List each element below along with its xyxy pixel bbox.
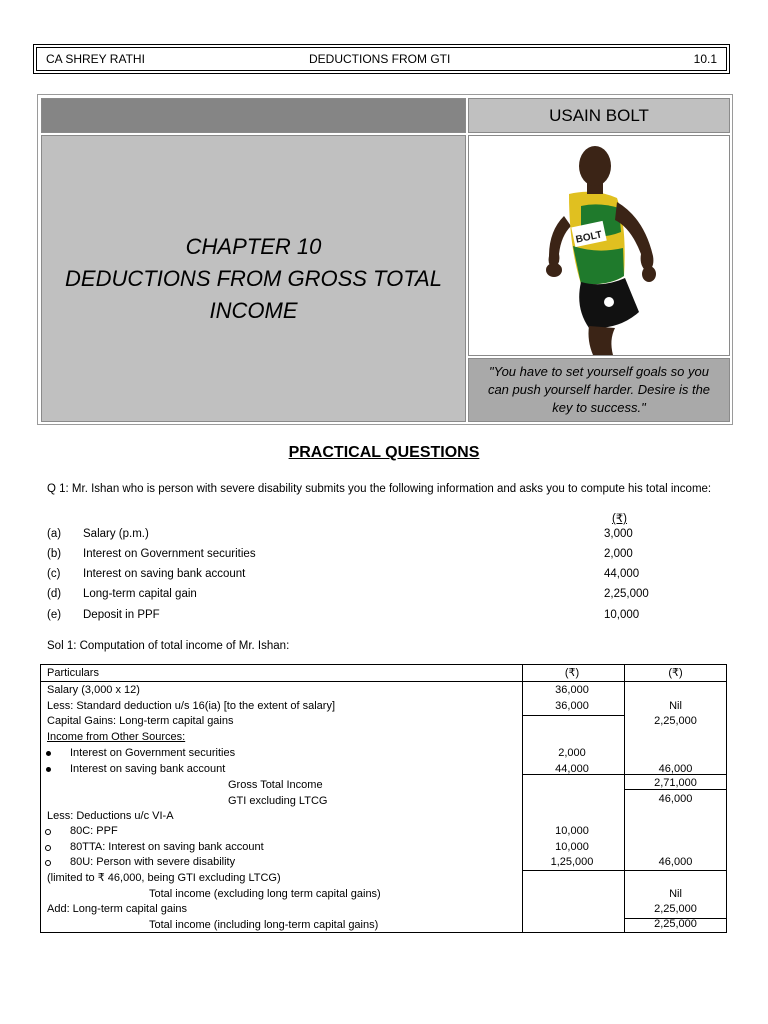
- row-saving-bank-interest: Interest on saving bank account: [70, 763, 226, 775]
- solution-title: Sol 1: Computation of total income of Mr. Ishan:: [47, 640, 290, 652]
- row-add-ltcg: Add: Long-term capital gains: [47, 903, 188, 915]
- chapter-title-line1: CHAPTER 10: [185, 233, 322, 259]
- header-rule: [41, 681, 726, 682]
- item-value: 44,000: [604, 568, 640, 580]
- svg-text:BOLT: BOLT: [574, 229, 604, 246]
- item-description: Interest on saving bank account: [83, 568, 246, 580]
- capital-gains-net: 2,25,000: [654, 715, 697, 727]
- row-80u: 80U: Person with severe disability: [70, 856, 236, 868]
- item-description: Deposit in PPF: [83, 609, 160, 621]
- gross-total-income-amount: 2,71,000: [654, 777, 697, 789]
- chapter-banner: [37, 94, 733, 425]
- 80tta-amount: 10,000: [555, 841, 589, 853]
- row-salary: Salary (3,000 x 12): [47, 684, 140, 696]
- row-limited-note: (limited to ₹ 46,000, being GTI excluding LTCG): [47, 872, 281, 884]
- motivational-quote: "You have to set yourself goals so you can push yourself harder. Desire is the key to success.": [468, 358, 730, 422]
- row-total-income-incl: Total income (including long-term capital gains): [149, 919, 379, 931]
- item-description: Interest on Government securities: [83, 548, 256, 560]
- header-topic: DEDUCTIONS FROM GTI: [309, 52, 451, 66]
- row-other-sources-heading: Income from Other Sources:: [47, 731, 186, 743]
- item-label: (b): [47, 548, 62, 560]
- col-header-particulars: Particulars: [47, 667, 99, 679]
- runner-illustration: [469, 136, 729, 355]
- other-sources-net: 46,000: [658, 763, 693, 775]
- row-80tta: 80TTA: Interest on saving bank account: [70, 841, 264, 853]
- row-govt-securities: Interest on Government securities: [70, 747, 236, 759]
- subtotal-rule: [522, 715, 624, 716]
- circle-bullet-icon: [45, 845, 51, 851]
- athlete-photo: [468, 135, 730, 356]
- 80c-amount: 10,000: [555, 825, 589, 837]
- bullet-icon: [46, 767, 51, 772]
- row-80c: 80C: PPF: [70, 825, 118, 837]
- question-text: Q 1: Mr. Ishan who is person with severe disability submits you the following information and asks you to compute his total income:: [47, 483, 712, 495]
- header-author: CA SHREY RATHI: [46, 52, 145, 66]
- item-label: (a): [47, 528, 62, 540]
- page-header: [33, 44, 730, 74]
- item-value: 10,000: [604, 609, 640, 621]
- total-income-incl-amount: 2,25,000: [654, 918, 697, 930]
- item-description: Salary (p.m.): [83, 528, 149, 540]
- item-value: 3,000: [604, 528, 633, 540]
- chapter-title-line2: DEDUCTIONS FROM GROSS TOTAL: [65, 265, 442, 291]
- gti-excluding-ltcg-amount: 46,000: [658, 793, 693, 805]
- item-label: (c): [47, 568, 61, 580]
- question-item: [47, 588, 727, 606]
- rupee-column-header: (₹): [612, 513, 627, 525]
- row-total-income-excl: Total income (excluding long term capital gains): [149, 888, 381, 900]
- question-item: [47, 609, 727, 627]
- row-standard-deduction: Less: Standard deduction u/s 16(ia) [to the extent of salary]: [47, 700, 336, 712]
- banner-dark-bar: [41, 98, 466, 133]
- subtotal-rule: [522, 870, 726, 871]
- circle-bullet-icon: [45, 829, 51, 835]
- computation-table: [40, 664, 727, 933]
- total-income-excl-amount: Nil: [669, 888, 682, 900]
- circle-bullet-icon: [45, 860, 51, 866]
- item-label: (e): [47, 609, 62, 621]
- item-value: 2,25,000: [604, 588, 649, 600]
- item-label: (d): [47, 588, 62, 600]
- section-title: PRACTICAL QUESTIONS: [288, 444, 480, 461]
- question-item: [47, 528, 727, 546]
- header-page-number: 10.1: [693, 52, 717, 66]
- row-capital-gains: Capital Gains: Long-term capital gains: [47, 715, 234, 727]
- salary-amount: 36,000: [555, 684, 589, 696]
- chapter-title-line3: INCOME: [209, 297, 298, 323]
- salary-net: Nil: [669, 700, 682, 712]
- deductions-net: 46,000: [658, 856, 693, 868]
- saving-bank-interest-amount: 44,000: [555, 763, 589, 775]
- row-deductions-heading: Less: Deductions u/c VI-A: [47, 810, 174, 822]
- col-header-amount: (₹): [564, 667, 580, 679]
- question-item: [47, 568, 727, 586]
- row-gross-total-income: Gross Total Income: [228, 779, 323, 791]
- 80u-amount: 1,25,000: [550, 856, 594, 868]
- standard-deduction-amount: 36,000: [555, 700, 589, 712]
- col-header-amount: (₹): [668, 667, 683, 679]
- banner-name: USAIN BOLT: [468, 98, 730, 133]
- row-gti-excluding-ltcg: GTI excluding LTCG: [228, 795, 328, 807]
- item-value: 2,000: [604, 548, 633, 560]
- question-item: [47, 548, 727, 566]
- item-description: Long-term capital gain: [83, 588, 197, 600]
- govt-securities-amount: 2,000: [558, 747, 586, 759]
- add-ltcg-amount: 2,25,000: [654, 903, 697, 915]
- chapter-title: [41, 135, 466, 422]
- bullet-icon: [46, 751, 51, 756]
